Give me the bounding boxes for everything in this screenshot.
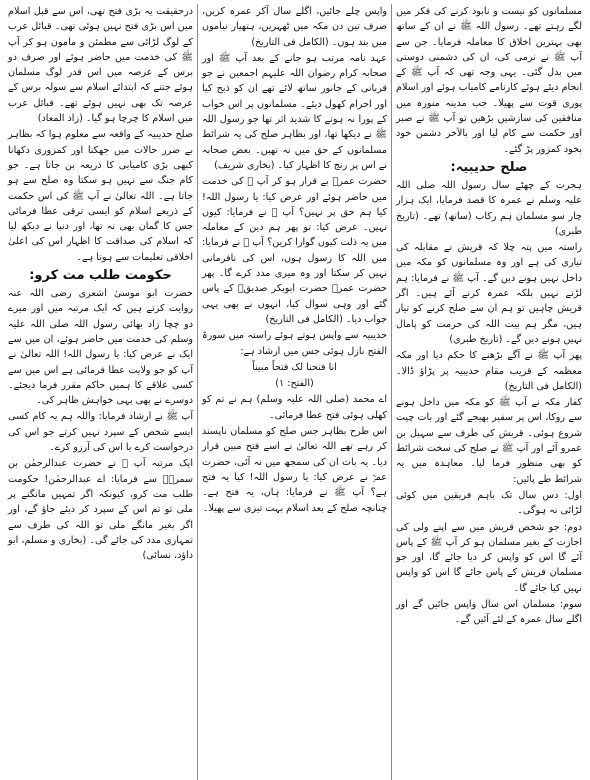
paragraph: پھر آپ ﷺ نے آگے بڑھنے کا حکم دیا اور مکہ معظمہ کے قریب مقام حدیبیہ پر پڑاؤ ڈالا۔ (الکامل فی التاریخ) [396,350,582,392]
paragraph: حضرت ابو موسیٰ اشعری رضی اللہ عنہ روایت کرتے ہیں کہ ایک مرتبہ میں اور میرے دو چچا زاد بھائی رسول اللہ صلی اللہ علیہ وسلم کی خدمت میں حاضر ہوئے، ان میں سے ایک نے عرض کیا: یا رسول اللہ! اللہ تعالیٰ نے آپ کو جو ولایت عطا فرمائی ہے اس میں سے کسی علاقے کا ہمیں حاکم مقرر فرما دیجئے۔ دوسرے نے بھی یہی خواہش ظاہر کی۔ [8,288,193,407]
verse-translation: اے محمد (صلی اللہ علیہ وسلم) ہم نے تم کو کھلی ہوئی فتح عطا فرمائی۔ [202,394,387,421]
column-middle [198,4,392,780]
paragraph: راستہ میں پتہ چلا کہ قریش نے مقابلہ کی تیاری کی ہے اور وہ مسلمانوں کو مکہ میں داخل نہیں ہونے دیں گے۔ آپ ﷺ نے فرمایا: ہم لڑنے نہیں بلکہ عمرہ کرنے آئے ہیں۔ اگر قریش چاہیں تو ہم ان سے صلح کرنے کو تیار ہیں، مگر ہم بیت اللہ کی حرمت کو پامال نہیں ہونے دیں گے۔ (تاریخ طبری) [396,242,582,345]
paragraph: ہجرت کے چھٹے سال رسول اللہ صلی اللہ علیہ وسلم نے عمرہ کا قصد فرمایا، ایک ہزار چار سو مسلمان ہم رکاب (ساتھ) تھے۔ (تاریخ طبری) [396,179,582,237]
paragraph: عہد نامہ مرتب ہو جانے کے بعد آپ ﷺ اور صحابہ کرام رضوان اللہ علیہم اجمعین نے جو قربانی کے جانور ساتھ لائے تھے ان کو ذبح کیا اور احرام کھول دیئے۔ مسلمانوں پر اس خواب کے پورا نہ ہونے کا شدید اثر تھا جو رسول اللہ ﷺ نے دیکھا تھا، اور بظاہر صلح کی یہ شرائط مسلمانوں کے حق میں نہ تھیں۔ بعض صحابہ نے اس پر رنج کا اظہار کیا۔ (بخاری شریف) [202,52,387,171]
paragraph: آپ ﷺ نے ارشاد فرمایا: واللہ ہم یہ کام کسی ایسے شخص کے سپرد نہیں کرتے جو اس کی درخواست کرے یا اس کی آرزو کرے۔ [8,411,193,454]
column-right [392,4,586,780]
paragraph: ایک مرتبہ آپ ﷺ نے حضرت عبدالرحمٰن بن سمرہؓ سے فرمایا: اے عبدالرحمٰن! حکومت طلب مت کرو، کیونکہ اگر تمہیں مانگنے پر ملی تو تم اس کے سپرد کر دیئے جاؤ گے، اور اگر بغیر مانگے ملی تو اللہ کی طرف سے تمہاری مدد کی جائے گی۔ (بخاری و مسلم، ابو داؤد، نسائی) [8,458,193,562]
paragraph: واپس چلے جائیں، اگلے سال آکر عمرہ کریں، صرف تین دن مکہ میں ٹھہریں، ہتھیار نیاموں میں بند ہوں۔ (الکامل فی التاریخ) [202,6,387,48]
treaty-clause: دوم: جو شخص قریش میں سے اپنے ولی کی اجازت کے بغیر مسلمان ہو کر آپ ﷺ کے پاس آئے گا اس کو واپس کر دیا جائے گا، اور جو مسلمان قریش کے پاس جائے گا اس کو واپس نہیں کیا جائے گا۔ [396,521,582,594]
paragraph: حضرت عمرؓ بے قرار ہو کر آپ ﷺ کی خدمت میں حاضر ہوئے اور عرض کیا: یا رسول اللہ! کیا ہم حق پر نہیں؟ آپ ﷺ نے فرمایا: کیوں نہیں۔ عرض کیا: تو پھر ہم دین کے معاملہ میں یہ ذلت کیوں گوارا کریں؟ آپ ﷺ نے فرمایا: میں اللہ کا رسول ہوں، اس کی نافرمانی نہیں کر سکتا اور وہ میری مدد کرے گا۔ پھر حضرت عمرؓ حضرت ابوبکر صدیقؓ کے پاس گئے اور وہی سوال کیا، انہوں نے بھی یہی جواب دیا۔ (الکامل فی التاریخ) [202,176,387,325]
column-left [4,4,198,780]
paragraph: صلح حدیبیہ کے واقعہ سے معلوم ہوا کہ بظاہر بے ضرر حالات میں جھکنا اور کمزوری دکھانا کبھی بڑی کامیابی کا ذریعہ بن جاتا ہے۔ جو کام جنگ سے نہیں ہو سکتا وہ صلح سے ہو جاتا ہے۔ اللہ تعالیٰ نے آپ ﷺ کی اس حکمت کے ذریعے اسلام کو ایسی ترقی عطا فرمائی جس کا گمان بھی نہ تھا، اور دنیا نے دیکھ لیا کہ اسلام کی صداقت کا اظہار اس کی اعلیٰ اخلاقی تعلیمات سے ہوتا ہے۔ [8,129,193,263]
section-heading-hukumat: حکومت طلب مت کرو: [29,268,172,284]
quran-verse: انا فتحنا لک فتحاً مبیناً [252,361,337,373]
paragraph: مسلمانوں کو نیست و نابود کرنے کی فکر میں لگے رہتے تھے۔ رسول اللہ ﷺ نے ان کے ساتھ بھی بہترین اخلاق کا معاملہ فرمایا۔ جن سے آپ ﷺ نے نرمی کی، ان کی دشمنی دوستی میں بدل گئی۔ یہی وجہ تھی کہ آپ ﷺ کے انجام دیئے ہوئے کارنامے کامیاب ہوئے اور اسلام پوری قوت سے پھیلا۔ جب مدینہ منورہ میں منافقین کی سازشیں بڑھیں تو آپ ﷺ نے صبر اور حکمت سے کام لیا اور بالآخر دشمن خود بخود کمزور پڑ گئے۔ [396,6,582,155]
paragraph: درحقیقت یہ بڑی فتح تھی، اس سے قبل اسلام میں اس بڑی فتح نہیں ہوئی تھی۔ قبائل عرب کے لوگ لڑائی سے مطمئن و مامون ہو کر آپ ﷺ کی خدمت میں حاضر ہوئے اور صرف دو برس کے عرصہ میں اس قدر لوگ مسلمان ہوئے جتنے کہ ابتدائے اسلام سے سولہ برس کے عرصہ تک بھی نہیں ہوئے تھے۔ قبائل عرب میں اسلام کا چرچا ہو گیا۔ (زاد المعاد) [8,6,193,125]
treaty-clause: سوم: مسلمان اس سال واپس جائیں گے اور اگلے سال عمرہ کے لئے آئیں گے۔ [396,598,582,626]
treaty-clause: اول: دس سال تک باہم فریقین میں کوئی لڑائی نہ ہوگی۔ [396,489,582,517]
verse-reference: (الفتح: ۱) [275,378,314,390]
section-heading-sulh-hudaibiya: صلح حدیبیہ: [450,159,528,175]
paragraph: حدیبیہ سے واپس ہوتے ہوئے راستہ میں سورۃ الفتح نازل ہوئی جس میں ارشاد ہے: [202,330,387,357]
paragraph: اس طرح بظاہر جس صلح کو مسلمان ناپسند کر رہے تھے اللہ تعالیٰ نے اسے فتح مبین قرار دیا۔ یہ بات ان کی سمجھ میں نہ آئی، حضرت عمرؓ نے عرض کیا: یا رسول اللہ! کیا یہ فتح ہے؟ آپ ﷺ نے فرمایا: ہاں، یہ فتح ہے۔ چنانچہ صلح کے بعد اسلام بہت تیزی سے پھیلا۔ [202,426,387,514]
paragraph: کفار مکہ نے آپ ﷺ کو مکہ میں داخل ہونے سے روکا، اس پر سفیر بھیجے گئے اور بات چیت شروع ہوئی۔ قریش کی طرف سے سہیل بن عمرو آئے اور آپ ﷺ نے صلح کی سخت شرائط کو بھی منظور فرما لیا۔ معاہدہ میں یہ شرائط طے پائیں: [396,397,582,485]
